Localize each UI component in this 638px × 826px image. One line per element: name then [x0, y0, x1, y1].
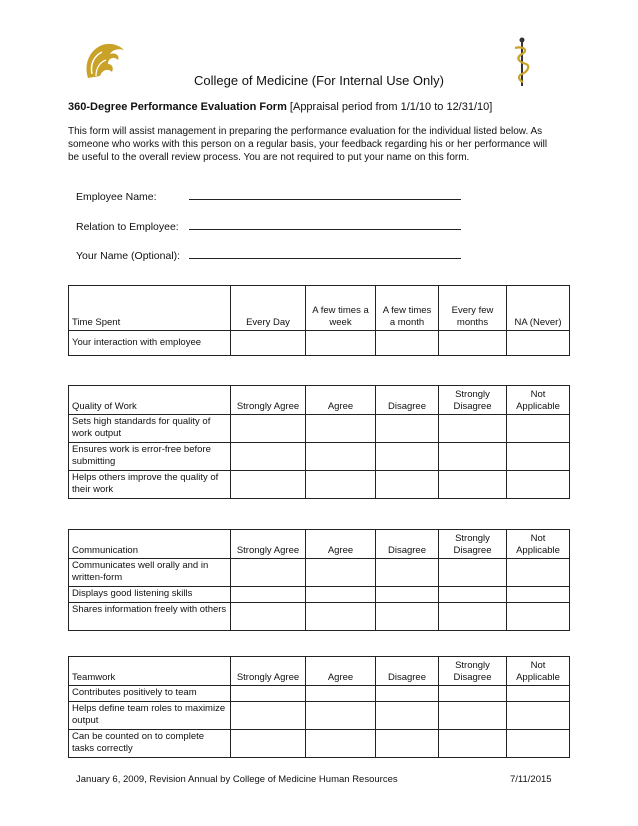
- rating-cell[interactable]: [439, 686, 507, 702]
- column-header: Strongly Agree: [231, 530, 306, 559]
- quality-table: [68, 385, 570, 499]
- rating-cell[interactable]: [507, 587, 570, 603]
- rating-cell[interactable]: [306, 686, 376, 702]
- table-row: [69, 686, 570, 702]
- rating-cell[interactable]: [507, 702, 570, 730]
- column-header: Agree: [306, 386, 376, 415]
- rating-cell[interactable]: [507, 443, 570, 471]
- rating-cell[interactable]: [231, 443, 306, 471]
- column-header: Disagree: [376, 657, 439, 686]
- your-name-label: Your Name (Optional):: [76, 250, 181, 262]
- column-header: NA (Never): [507, 286, 570, 331]
- column-header: Not Applicable: [507, 386, 570, 415]
- rating-cell[interactable]: [306, 587, 376, 603]
- rating-cell[interactable]: [507, 603, 570, 631]
- rating-cell[interactable]: [376, 603, 439, 631]
- rating-cell[interactable]: [439, 559, 507, 587]
- column-header: A few times a month: [376, 286, 439, 331]
- rating-cell[interactable]: [376, 702, 439, 730]
- column-header: Strongly Agree: [231, 657, 306, 686]
- rating-cell[interactable]: [231, 702, 306, 730]
- communication-table: [68, 529, 570, 631]
- column-header: Strongly Disagree: [439, 386, 507, 415]
- rating-cell[interactable]: [507, 730, 570, 758]
- your-name-field[interactable]: [76, 248, 461, 262]
- table-row: [69, 603, 570, 631]
- relation-line[interactable]: [189, 219, 461, 230]
- rating-cell[interactable]: [376, 331, 439, 356]
- appraisal-period: [Appraisal period from 1/1/10 to 12/31/10]: [289, 101, 493, 113]
- rating-cell[interactable]: [507, 686, 570, 702]
- column-header: Agree: [306, 530, 376, 559]
- rating-cell[interactable]: [231, 331, 306, 356]
- row-label: Helps others improve the quality of their work: [69, 471, 231, 499]
- form-title: 360-Degree Performance Evaluation Form: [68, 101, 287, 113]
- rating-cell[interactable]: [231, 415, 306, 443]
- rating-cell[interactable]: [376, 686, 439, 702]
- rating-cell[interactable]: [306, 730, 376, 758]
- footer-date: 7/11/2015: [510, 774, 552, 785]
- table-row: [69, 587, 570, 603]
- rating-cell[interactable]: [439, 415, 507, 443]
- rating-cell[interactable]: [231, 587, 306, 603]
- rating-cell[interactable]: [507, 559, 570, 587]
- rating-cell[interactable]: [376, 471, 439, 499]
- employee-name-label: Employee Name:: [76, 191, 157, 203]
- rating-cell[interactable]: [231, 730, 306, 758]
- column-header: Disagree: [376, 386, 439, 415]
- column-header: Every Day: [231, 286, 306, 331]
- rating-cell[interactable]: [439, 443, 507, 471]
- row-label: Helps define team roles to maximize output: [69, 702, 231, 730]
- rating-cell[interactable]: [231, 686, 306, 702]
- column-header: Strongly Disagree: [439, 657, 507, 686]
- employee-name-line[interactable]: [189, 189, 461, 200]
- rating-cell[interactable]: [439, 603, 507, 631]
- table-title: Communication: [69, 530, 231, 559]
- rating-cell[interactable]: [439, 702, 507, 730]
- rating-cell[interactable]: [231, 471, 306, 499]
- rating-cell[interactable]: [306, 559, 376, 587]
- college-title: College of Medicine (For Internal Use Only): [194, 73, 444, 88]
- row-label: Displays good listening skills: [69, 587, 231, 603]
- column-header: Strongly Agree: [231, 386, 306, 415]
- intro-paragraph: This form will assist management in preparing the performance evaluation for the individual listed below. As someone who works with this person on a regular basis, your feedback regarding his or her performance will be useful to the overall review process. You are not required to put your name on this form.: [68, 126, 548, 163]
- rating-cell[interactable]: [507, 415, 570, 443]
- row-label: Communicates well orally and in written-form: [69, 559, 231, 587]
- rating-cell[interactable]: [376, 443, 439, 471]
- row-label: Ensures work is error-free before submitting: [69, 443, 231, 471]
- relation-field[interactable]: [76, 219, 461, 233]
- table-row: [69, 730, 570, 758]
- employee-name-field[interactable]: [76, 189, 461, 203]
- row-label: Contributes positively to team: [69, 686, 231, 702]
- table-title: Time Spent: [69, 286, 231, 331]
- time-spent-table: [68, 285, 570, 356]
- column-header: Not Applicable: [507, 530, 570, 559]
- column-header: A few times a week: [306, 286, 376, 331]
- rating-cell[interactable]: [507, 471, 570, 499]
- rating-cell[interactable]: [306, 603, 376, 631]
- rating-cell[interactable]: [306, 443, 376, 471]
- table-row: [69, 559, 570, 587]
- rating-cell[interactable]: [439, 471, 507, 499]
- row-label: Can be counted on to complete tasks correctly: [69, 730, 231, 758]
- column-header: Not Applicable: [507, 657, 570, 686]
- form-title-line: [68, 101, 492, 113]
- rating-cell[interactable]: [231, 559, 306, 587]
- rating-cell[interactable]: [439, 587, 507, 603]
- table-row: [69, 702, 570, 730]
- column-header: Every few months: [439, 286, 507, 331]
- rating-cell[interactable]: [306, 702, 376, 730]
- row-label: Your interaction with employee: [69, 331, 231, 356]
- table-title: Quality of Work: [69, 386, 231, 415]
- footer-revision: January 6, 2009, Revision Annual by College of Medicine Human Resources: [76, 774, 398, 785]
- rating-cell[interactable]: [306, 471, 376, 499]
- column-header: Strongly Disagree: [439, 530, 507, 559]
- row-label: Shares information freely with others: [69, 603, 231, 631]
- table-title: Teamwork: [69, 657, 231, 686]
- relation-label: Relation to Employee:: [76, 221, 179, 233]
- rating-cell[interactable]: [376, 730, 439, 758]
- table-row: [69, 331, 570, 356]
- rating-cell[interactable]: [231, 603, 306, 631]
- rating-cell[interactable]: [439, 331, 507, 356]
- table-row: [69, 415, 570, 443]
- rating-cell[interactable]: [376, 415, 439, 443]
- rating-cell[interactable]: [507, 331, 570, 356]
- rating-cell[interactable]: [306, 331, 376, 356]
- column-header: Disagree: [376, 530, 439, 559]
- column-header: Agree: [306, 657, 376, 686]
- your-name-line[interactable]: [189, 248, 461, 259]
- rating-cell[interactable]: [439, 730, 507, 758]
- row-label: Sets high standards for quality of work output: [69, 415, 231, 443]
- table-row: [69, 471, 570, 499]
- rating-cell[interactable]: [376, 559, 439, 587]
- rating-cell[interactable]: [306, 415, 376, 443]
- rating-cell[interactable]: [376, 587, 439, 603]
- table-row: [69, 443, 570, 471]
- teamwork-table: [68, 656, 570, 758]
